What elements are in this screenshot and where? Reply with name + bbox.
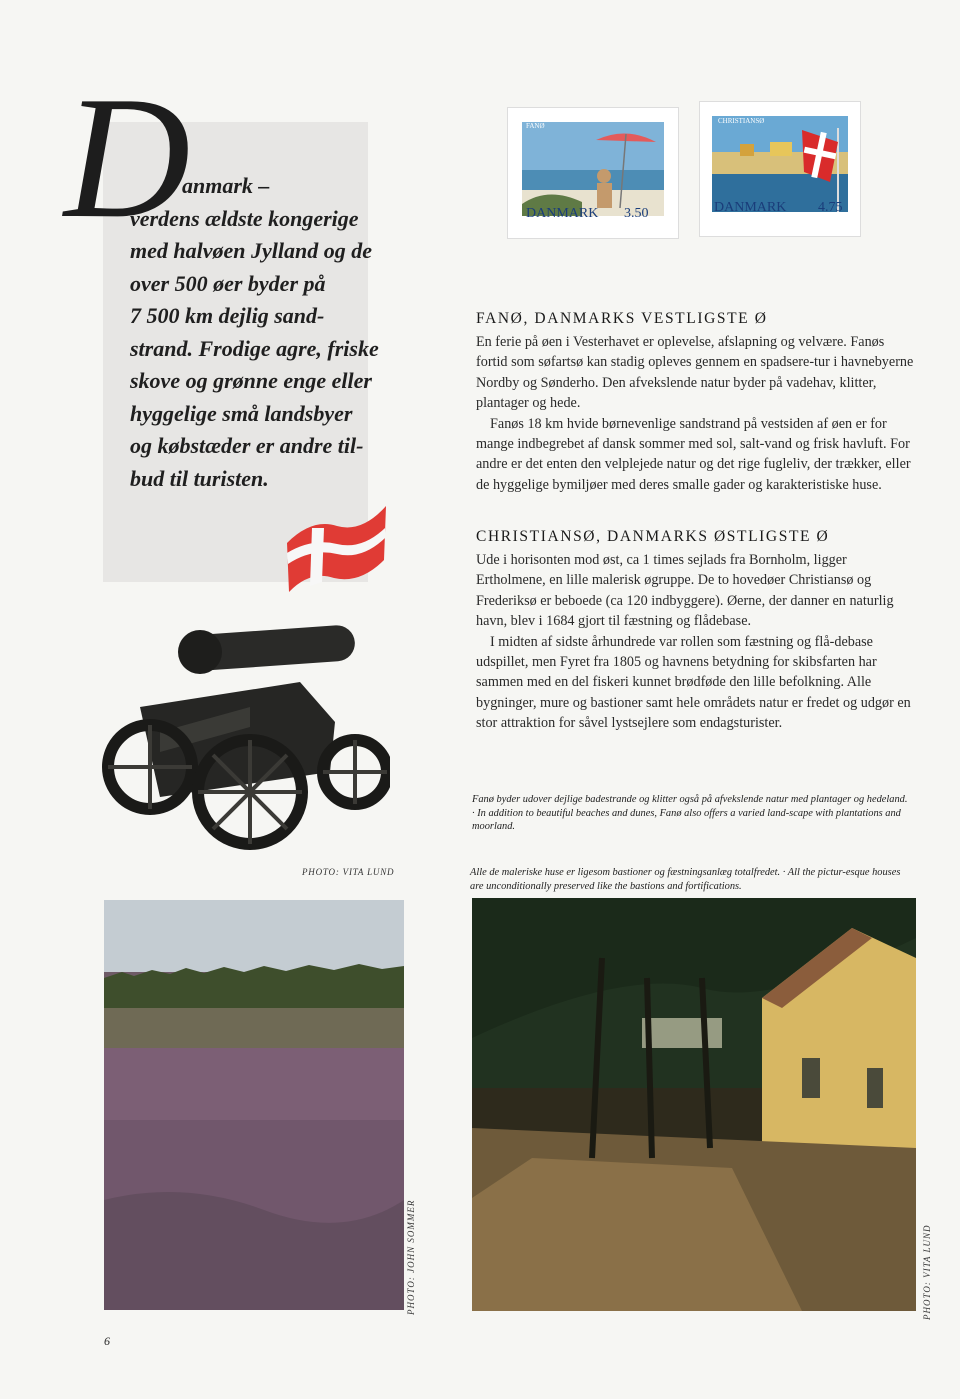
caption-fano: Fanø byder udover dejlige badestrande og klitter også på afvekslende natur med plantager og hedeland. · In addition to beautiful beaches and dunes, Fanø also offers a varied land-scape with plantations and moorland. [472,794,908,832]
section-body-fano [476,332,916,495]
paragraph: Ude i horisonten mod øst, ca 1 times sejlads fra Bornholm, ligger Ertholmene, en lille malerisk øgruppe. De to hovedøer Christiansø og Frederiksø er beboede (ca 120 indbyggere). Øerne, der danner en naturlig havn, blev i 1684 gjort til fæstning og flådebase. [476,552,894,630]
section-heading-christianso: CHRISTIANSØ, DANMARKS ØSTLIGSTE Ø [476,528,830,545]
page-number: 6 [104,1334,110,1348]
photo-credit-cannon: PHOTO: VITA LUND [302,867,395,877]
stamp-christianso-country: DANMARK [714,200,787,215]
paragraph: I midten af sidste århundrede var rollen som fæstning og flå-debase udspillet, men Fyret fra 1805 og havnens betydning for skibsfarten har sammen med en del fiskeri kunnet brødføde den lille befolkning. Alle bygninger, mure og bastioner samt hele områdets natur er fredet og udgør en stor attraktion for såvel lystsejlere som endagsturister. [476,633,911,732]
christianso-street-photo [472,898,916,1311]
photo-credit-heath: PHOTO: JOHN SOMMER [406,1199,416,1315]
intro-line: og købstæder er andre til- [130,433,364,458]
intro-line: over 500 øer byder på [130,270,326,296]
stamp-christianso [700,102,860,236]
photo-credit-street: PHOTO: VITA LUND [922,1224,932,1320]
intro-line: med halvøen Jylland og de [130,238,372,263]
stamp-fano-value: 3.50 [624,206,649,221]
intro-line: bud til turisten. [130,465,269,491]
drop-cap: D [64,60,191,254]
intro-line: anmark – [182,173,270,198]
stamp-fano-label: FANØ [526,122,545,130]
intro-line: hyggelige små landsbyer [130,400,353,426]
stamp-christianso-label: CHRISTIANSØ [718,117,765,125]
intro-line: strand. Frodige agre, friske [130,335,379,361]
intro-line: 7 500 km dejlig sand- [130,303,325,328]
paragraph: Fanøs 18 km hvide børnevenlige sandstrand på vestsiden af øen er for mange indbegrebet af dansk sommer med sol, salt-vand og frisk havluft. For andre er det enten den velplejede natur og det rige fugleliv, der trækker, eller de hyggelige bymiljøer med deres smalle gader og karakteristiske huse. [476,415,911,493]
section-heading-fano: FANØ, DANMARKS VESTLIGSTE Ø [476,310,768,327]
paragraph: En ferie på øen i Vesterhavet er oplevelse, afslapning og velvære. Fanøs fortid som søfartsø kan stadig opleves gennem en spadsere-tur i havnebyerne Nordby og Sønderho. Den afvekslende natur byder på vadehav, klitter, plantager og hede. [476,334,914,412]
intro-line: verdens ældste kongerige [130,205,359,231]
stamp-fano-country: DANMARK [526,206,599,221]
cannon-photo [100,612,390,860]
intro-text [130,170,379,495]
stamp-fano [508,108,678,238]
caption-christianso: Alle de maleriske huse er ligesom bastioner og fæstningsanlæg totalfredet. · All the pictur-esque houses are unconditionally preserved like the bastions and fortifications. [470,867,901,892]
stamp-christianso-value: 4.75 [818,200,843,215]
heathland-photo [104,900,404,1310]
section-body-christianso [476,550,916,734]
intro-line: skove og grønne enge eller [130,368,372,393]
danish-flag-icon [282,498,392,593]
